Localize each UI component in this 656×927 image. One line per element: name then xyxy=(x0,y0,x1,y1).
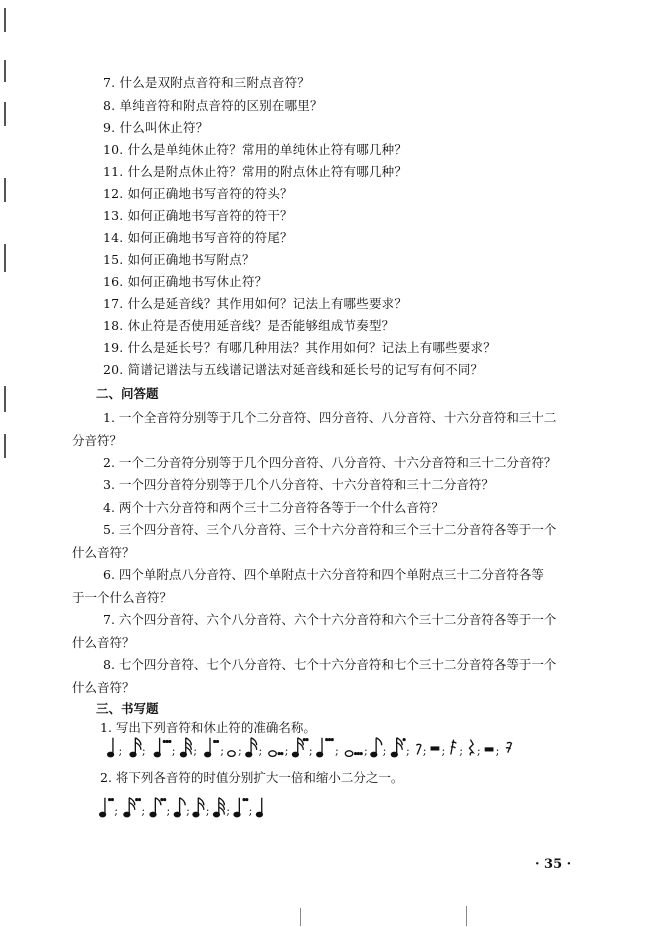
svg-text:;: ; xyxy=(220,744,225,758)
section-2-heading: 二、问答题 xyxy=(96,386,159,401)
note-symbol xyxy=(391,738,409,758)
svg-text:;: ; xyxy=(114,804,119,818)
qa-item-line: 5. 三个四分音符、三个八分音符、三个十六分音符和三个三十二分音符各等于一个 xyxy=(103,522,557,537)
qa-item-line: 4. 两个十六分音符和两个三十二分音符各等于一个什么音符？ xyxy=(103,500,444,515)
qa-item-3 xyxy=(72,473,587,496)
question-10: 10. 什么是单纯休止符？常用的单纯休止符有哪几种？ xyxy=(103,142,408,157)
qa-item-line: 2. 一个二分音符分别等于几个四分音符、八分音符、十六分音符和三十二分音符？ xyxy=(103,455,557,470)
note-symbol xyxy=(246,738,263,758)
rest-symbol xyxy=(431,745,445,758)
svg-text:;: ; xyxy=(422,744,427,758)
question-14: 14. 如何正确地书写音符的符尾？ xyxy=(103,230,293,245)
note-symbol xyxy=(124,798,145,818)
margin-mark xyxy=(4,178,6,202)
qa-item-line: 1. 一个全音符分别等于几个二分音符、四分音符、八分音符、十六分音符和三十二 xyxy=(103,410,557,425)
qa-item-continuation: 什么音符？ xyxy=(72,680,135,695)
rest-symbol xyxy=(485,745,499,758)
question-15: 15. 如何正确地书写附点？ xyxy=(103,252,255,267)
question-17: 17. 什么是延音线？其作用如何？记法上有哪些要求？ xyxy=(103,296,408,311)
svg-text:;: ; xyxy=(258,744,263,758)
question-7: 7. 什么是双附点音符和三附点音符？ xyxy=(103,75,311,90)
question-9: 9. 什么叫休止符？ xyxy=(103,120,209,135)
margin-mark xyxy=(4,102,6,126)
margin-mark xyxy=(4,434,6,458)
qa-item-6 xyxy=(72,563,587,609)
note-symbol xyxy=(213,798,230,818)
margin-mark xyxy=(4,8,6,32)
qa-item-4 xyxy=(72,496,587,519)
writing-question-2: 2. 将下列各音符的时值分别扩大一倍和缩小二分之一。 xyxy=(100,770,404,785)
margin-mark xyxy=(4,386,6,412)
svg-text:;: ; xyxy=(226,804,231,818)
svg-text:;: ; xyxy=(141,744,146,758)
writing-question-1: 1. 写出下列音符和休止符的准确名称。 xyxy=(100,720,316,735)
note-symbol xyxy=(150,798,170,818)
qa-item-line: 6. 四个单附点八分音符、四个单附点十六分音符和四个单附点三十二分音符各等 xyxy=(103,567,544,582)
note-symbol xyxy=(292,738,312,758)
svg-text:;: ; xyxy=(364,744,368,758)
question-18: 18. 休止符是否使用延音线？是否能够组成节奏型？ xyxy=(103,318,395,333)
svg-text:;: ; xyxy=(284,744,289,758)
note-symbol xyxy=(345,745,367,758)
rest-symbol xyxy=(506,742,512,752)
qa-item-5 xyxy=(72,518,587,564)
qa-item-line: 8. 七个四分音符、七个八分音符、七个十六分音符和七个三十二分音符各等于一个 xyxy=(103,657,557,672)
note-symbol xyxy=(228,745,242,758)
svg-text:;: ; xyxy=(166,804,171,818)
note-symbol xyxy=(205,738,224,758)
rest-symbol xyxy=(451,740,463,758)
note-symbol xyxy=(174,798,190,818)
note-symbol xyxy=(108,738,123,758)
question-20: 20. 简谱记谱法与五线谱记谱法对延音线和延长号的记写有何不同？ xyxy=(103,362,484,377)
svg-text:;: ; xyxy=(248,804,253,818)
svg-text:;: ; xyxy=(308,744,313,758)
note-symbol xyxy=(371,738,387,758)
svg-text:;: ; xyxy=(141,804,146,818)
note-symbol xyxy=(130,738,146,758)
note-symbol xyxy=(193,798,210,818)
note-symbol xyxy=(269,745,289,758)
note-symbol xyxy=(317,738,339,758)
svg-text:;: ; xyxy=(205,804,210,818)
svg-text:;: ; xyxy=(335,744,339,758)
qa-item-continuation: 什么音符？ xyxy=(72,545,135,560)
question-13: 13. 如何正确地书写音符的符干？ xyxy=(103,208,293,223)
qa-item-continuation: 分音符？ xyxy=(72,433,123,448)
svg-text:;: ; xyxy=(118,744,123,758)
question-12: 12. 如何正确地书写音符的符头？ xyxy=(103,186,293,201)
qa-item-7 xyxy=(72,608,587,654)
scan-mark xyxy=(300,908,301,926)
svg-text:;: ; xyxy=(459,744,463,758)
svg-text:;: ; xyxy=(382,744,387,758)
scan-mark xyxy=(466,906,467,926)
question-16: 16. 如何正确地书写休止符？ xyxy=(103,274,268,289)
note-symbol xyxy=(100,798,118,818)
svg-text:;: ; xyxy=(495,744,500,758)
note-symbol xyxy=(180,738,197,758)
svg-text:;: ; xyxy=(441,744,446,758)
qa-item-2 xyxy=(72,451,587,474)
svg-text:;: ; xyxy=(186,804,190,818)
section-3-heading: 三、书写题 xyxy=(96,701,159,716)
note-symbol xyxy=(154,738,175,758)
margin-mark xyxy=(4,60,6,82)
question-8: 8. 单纯音符和附点音符的区别在哪里？ xyxy=(103,98,323,113)
svg-text:;: ; xyxy=(193,744,197,758)
svg-text:;: ; xyxy=(476,744,481,758)
question-11: 11. 什么是附点休止符？常用的附点休止符有哪几种？ xyxy=(103,164,408,179)
svg-text:;: ; xyxy=(171,744,176,758)
qa-item-1 xyxy=(72,406,587,452)
qa-item-continuation: 什么音符？ xyxy=(72,635,135,650)
question-19: 19. 什么是延长号？有哪几种用法？其作用如何？记法上有哪些要求？ xyxy=(103,340,496,355)
rest-symbol xyxy=(416,744,426,757)
svg-text:;: ; xyxy=(406,744,410,758)
page-number: · 35 · xyxy=(535,857,572,872)
note-rest-symbols-row xyxy=(92,734,552,762)
qa-item-line: 3. 一个四分音符分别等于几个八分音符、十六分音符和三十二分音符？ xyxy=(103,477,494,492)
note-symbol xyxy=(256,798,262,817)
note-symbols-row-2 xyxy=(92,794,312,822)
svg-text:;: ; xyxy=(238,744,242,758)
qa-item-line: 7. 六个四分音符、六个八分音符、六个十六分音符和六个三十二分音符各等于一个 xyxy=(103,612,557,627)
margin-mark xyxy=(4,244,6,272)
rest-symbol xyxy=(469,740,480,758)
qa-item-8 xyxy=(72,653,587,699)
note-symbol xyxy=(234,798,252,818)
qa-item-continuation: 于一个什么音符？ xyxy=(72,590,173,605)
